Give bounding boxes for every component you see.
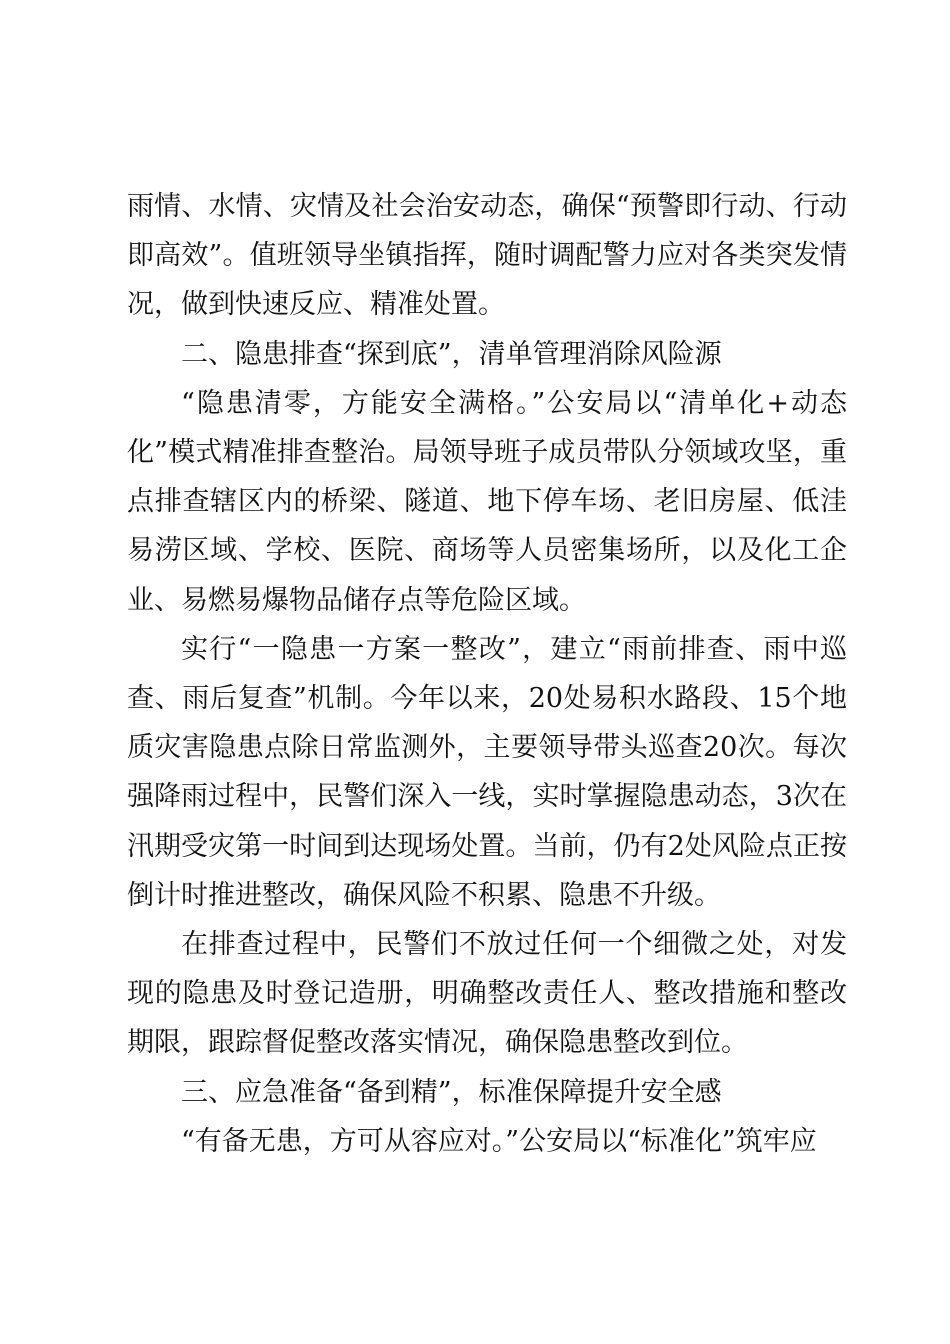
paragraph: 在排查过程中，民警们不放过任何一个细微之处，对发现的隐患及时登记造册，明确整改责任人、整改措施和整改期限，跟踪督促整改落实情况，确保隐患整改到位。 — [127, 929, 847, 1059]
paragraph: “隐患清零，方能安全满格。”公安局以“清单化+动态化”模式精准排查整治。局领导班子成员带队分领域攻坚，重点排查辖区内的桥梁、隧道、地下停车场、老旧房屋、低洼易涝区域、学校、医院、商场等人员密集场所，以及化工企业、易燃易爆物品储存点等危险区域。 — [127, 387, 847, 616]
section-heading-2: 二、隐患排查“探到底”，清单管理消除风险源 — [181, 338, 722, 370]
paragraph: “有备无患，方可从容应对。”公安局以“标准化”筑牢应 — [181, 1125, 817, 1157]
document-body — [127, 182, 847, 1166]
paragraph: 实行“一隐患一方案一整改”，建立“雨前排查、雨中巡查、雨后复查”机制。今年以来，20处易积水路段、15个地质灾害隐患点除日常监测外，主要领导带头巡查20次。每次强降雨过程中，民警们深入一线，实时掌握隐患动态，3次在汛期受灾第一时间到达现场处置。当前，仍有2处风险点正按倒计时推进整改，确保风险不积累、隐患不升级。 — [127, 633, 847, 911]
paragraph-continued: 雨情、水情、灾情及社会治安动态，确保“预警即行动、行动即高效”。值班领导坐镇指挥，随时调配警力应对各类突发情况，做到快速反应、精准处置。 — [127, 191, 847, 321]
section-heading-3: 三、应急准备“备到精”，标准保障提升安全感 — [181, 1076, 722, 1108]
